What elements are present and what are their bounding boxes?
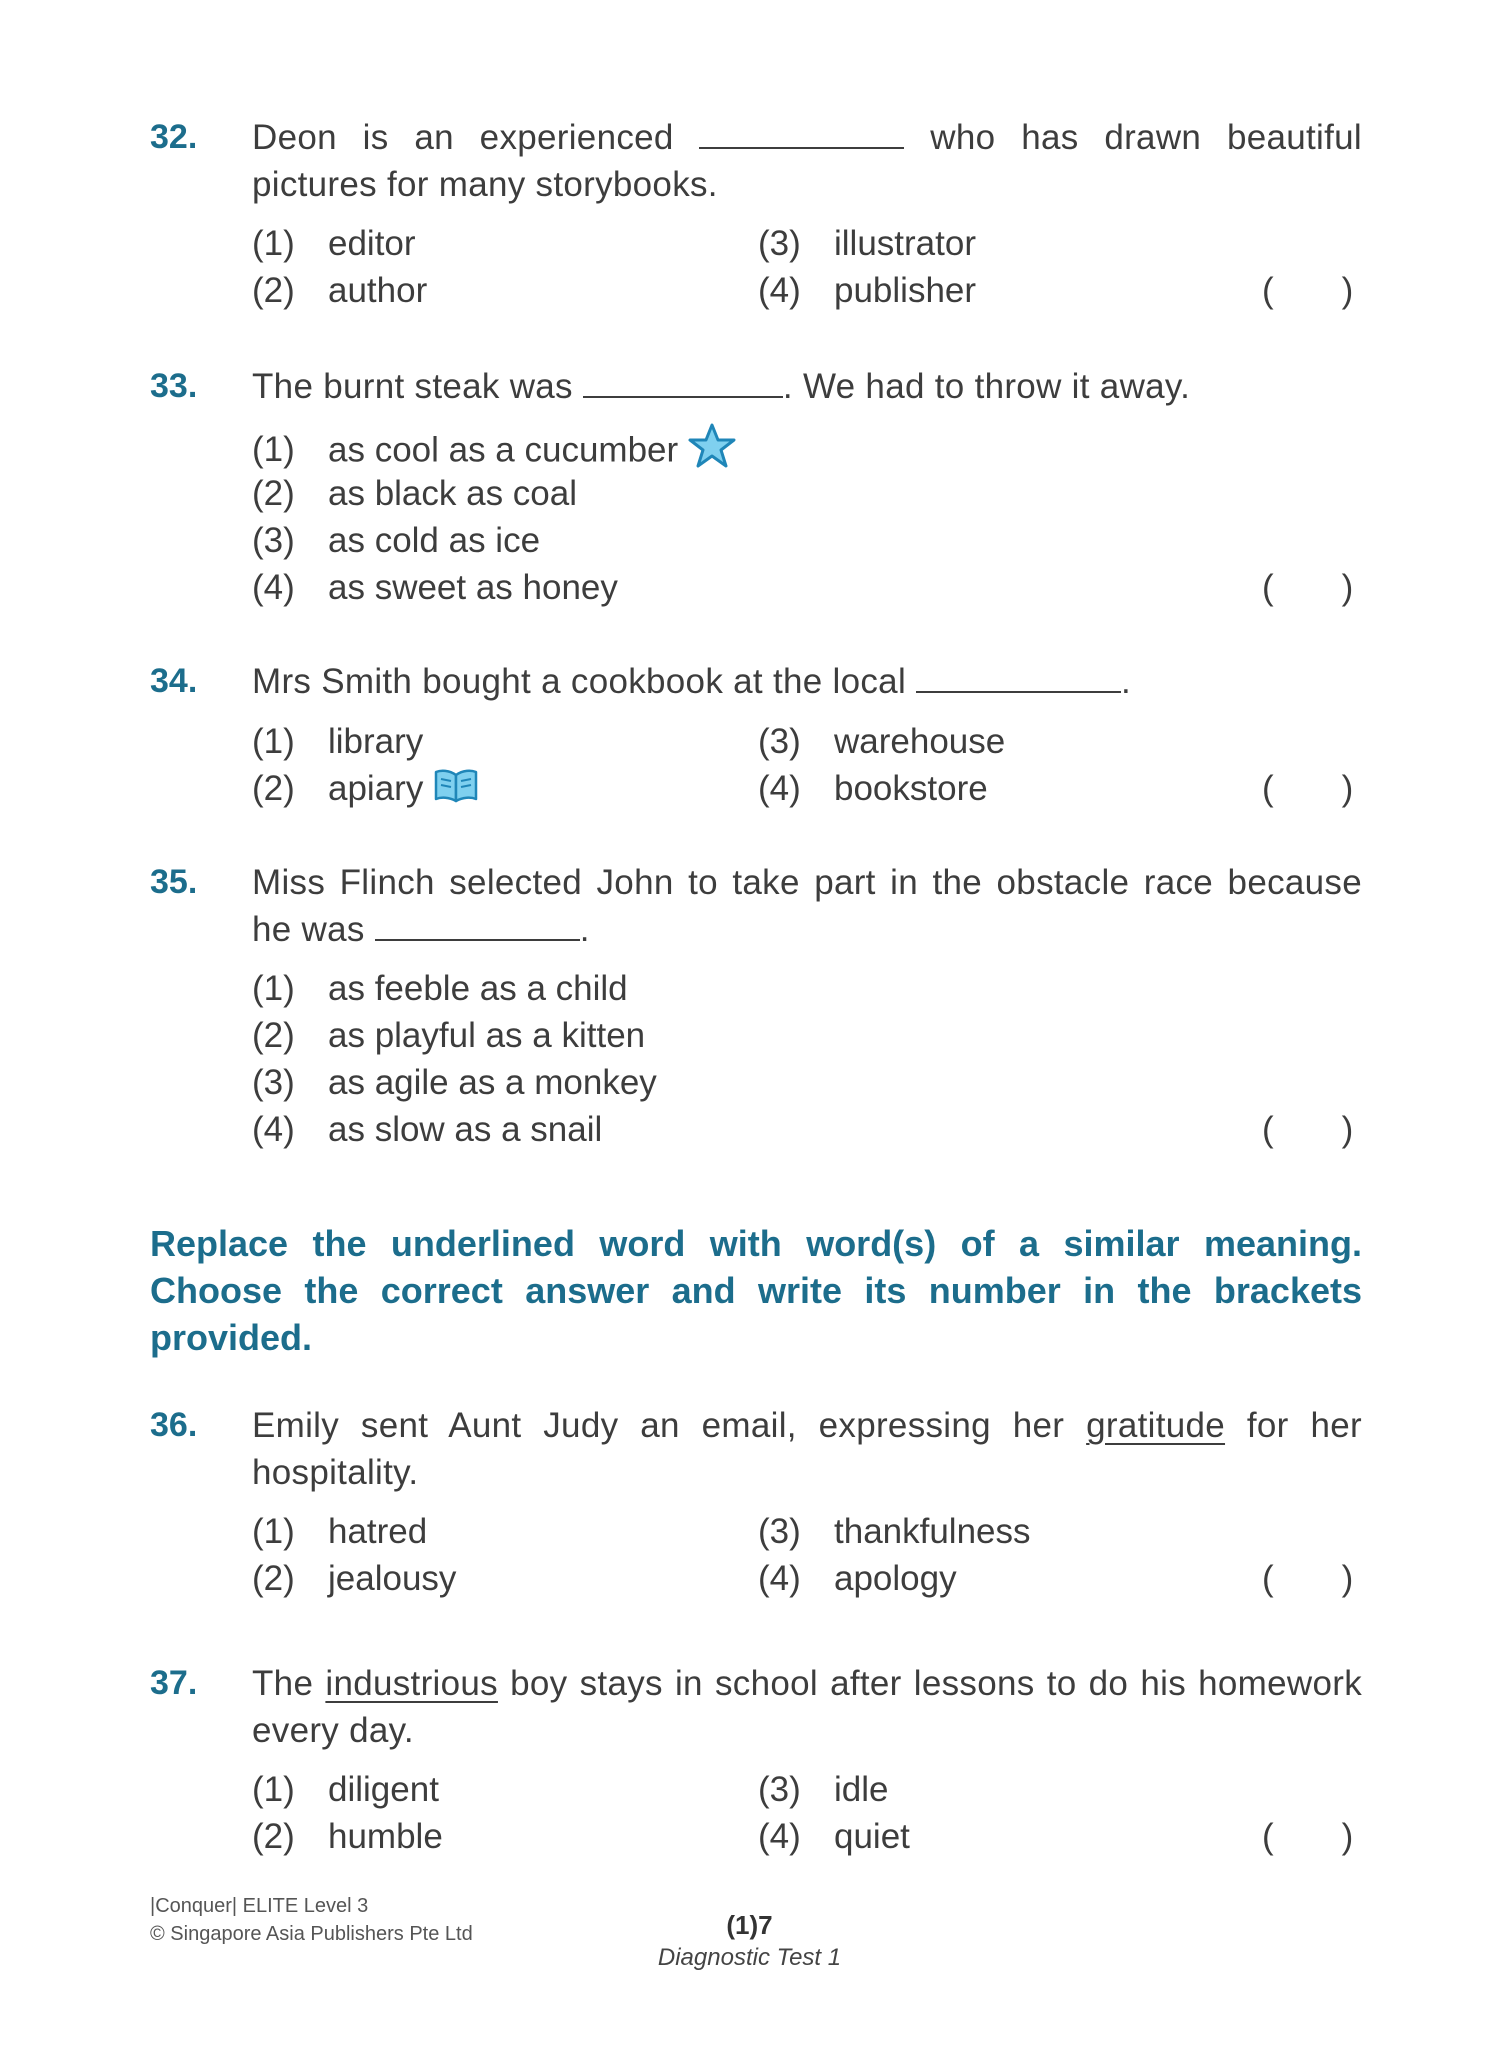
- section-instruction: Replace the underlined word with word(s) of a similar meaning. Choose the correct answer and write its number in the brackets provided.: [150, 1223, 1362, 1358]
- answer-blank: [699, 117, 904, 149]
- question-number: 36.: [150, 1406, 198, 1444]
- option-2: (2) as black as coal: [252, 474, 578, 513]
- underlined-word: industrious: [325, 1664, 498, 1703]
- footer-series: |Conquer| ELITE Level 3: [150, 1895, 369, 1917]
- option-2: (2) humble: [252, 1817, 443, 1856]
- question-stem: The industrious boy stays in school after lessons to do his homework every day.: [252, 1664, 1363, 1750]
- option-4: (4) as slow as a snail: [252, 1110, 603, 1149]
- option-3: (3) thankfulness: [758, 1512, 1031, 1551]
- option-1: (1) library: [252, 722, 424, 761]
- question-number: 33.: [150, 367, 198, 405]
- answer-brackets[interactable]: ( ): [1262, 769, 1354, 808]
- question-stem: Mrs Smith bought a cookbook at the local .: [252, 662, 1132, 701]
- option-1: (1) diligent: [252, 1770, 439, 1809]
- open-book-icon: [433, 767, 479, 815]
- option-2: (2) jealousy: [252, 1559, 457, 1598]
- option-3: (3) idle: [758, 1770, 889, 1809]
- footer-copyright: © Singapore Asia Publishers Pte Ltd: [150, 1923, 473, 1945]
- option-2: (2) apiary: [252, 765, 479, 815]
- answer-blank: [916, 661, 1121, 693]
- option-2: (2) as playful as a kitten: [252, 1016, 646, 1055]
- answer-brackets[interactable]: ( ): [1262, 1559, 1354, 1598]
- question-number: 32.: [150, 118, 198, 156]
- answer-brackets[interactable]: ( ): [1262, 1817, 1354, 1856]
- option-3: (3) warehouse: [758, 722, 1006, 761]
- option-4: (4) as sweet as honey: [252, 568, 618, 607]
- option-2: (2) author: [252, 271, 428, 310]
- question-stem: Emily sent Aunt Judy an email, expressing her gratitude for her hospitality.: [252, 1406, 1362, 1492]
- answer-brackets[interactable]: ( ): [1262, 1110, 1354, 1149]
- option-4: (4) publisher: [758, 271, 977, 310]
- page-number: (1)7: [726, 1910, 773, 1940]
- underlined-word: gratitude: [1086, 1406, 1226, 1445]
- star-icon: [688, 423, 736, 481]
- option-4: (4) quiet: [758, 1817, 910, 1856]
- question-stem: The burnt steak was . We had to throw it away.: [252, 367, 1191, 406]
- option-1: (1) as feeble as a child: [252, 969, 628, 1008]
- option-3: (3) illustrator: [758, 224, 976, 263]
- answer-blank: [583, 366, 783, 398]
- answer-blank: [375, 909, 580, 941]
- option-1: (1) as cool as a cucumber: [252, 423, 736, 481]
- answer-brackets[interactable]: ( ): [1262, 568, 1354, 607]
- option-3: (3) as agile as a monkey: [252, 1063, 657, 1102]
- option-4: (4) apology: [758, 1559, 957, 1598]
- option-1: (1) editor: [252, 224, 416, 263]
- option-1: (1) hatred: [252, 1512, 428, 1551]
- question-number: 35.: [150, 863, 198, 901]
- option-3: (3) as cold as ice: [252, 521, 541, 560]
- question-number: 37.: [150, 1664, 198, 1702]
- test-name: Diagnostic Test 1: [657, 1944, 842, 1971]
- question-stem: Deon is an experienced who has drawn beautiful pictures for many storybooks.: [252, 118, 1362, 204]
- question-number: 34.: [150, 662, 198, 700]
- question-stem: Miss Flinch selected John to take part in the obstacle race because he was .: [252, 863, 1362, 949]
- option-4: (4) bookstore: [758, 769, 988, 808]
- answer-brackets[interactable]: ( ): [1262, 271, 1354, 310]
